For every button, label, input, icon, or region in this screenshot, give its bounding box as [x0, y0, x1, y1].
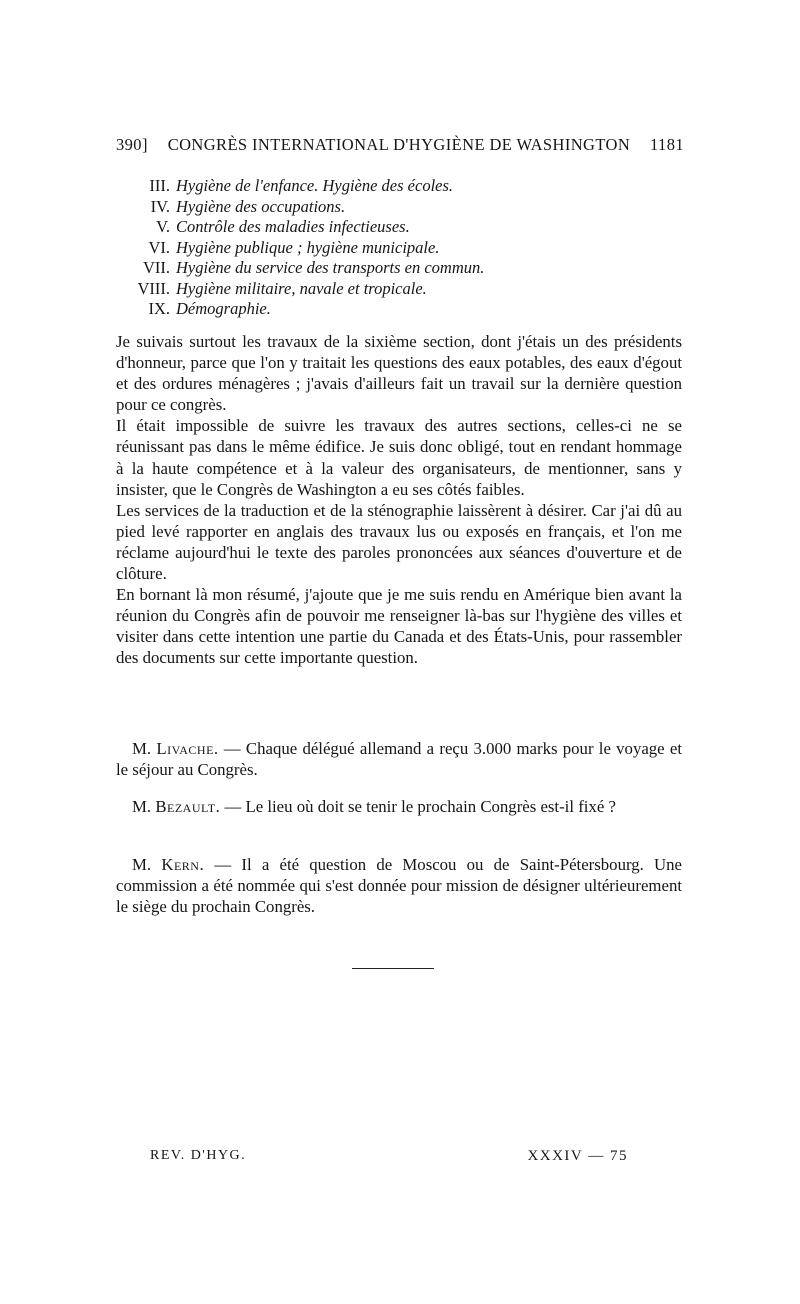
section-title: Hygiène de l'enfance. Hygiène des écoles.: [176, 176, 454, 195]
section-item: [116, 279, 676, 300]
section-title: Hygiène du service des transports en commun.: [176, 258, 485, 277]
volume-signature: XXXIV — 75: [527, 1148, 628, 1164]
paragraph: Les services de la traduction et de la sténographie laissèrent à désirer. Car j'ai dû au pied levé rapporter en anglais des travaux lus ou exposés en français, et l'on me réclame aujourd'hui le texte des paroles prononcées aux séances d'ouverture et de clôture.: [116, 500, 682, 584]
section-title: Hygiène des occupations.: [176, 196, 346, 216]
section-divider: [352, 968, 434, 969]
section-number: VII.: [142, 258, 170, 277]
section-title: Hygiène publique ; hygiène municipale.: [176, 237, 440, 257]
discussion-entry: [116, 738, 682, 780]
speaker-title: M.: [132, 739, 152, 758]
section-number: VI.: [148, 237, 170, 257]
section-item: [116, 217, 676, 238]
speaker-title: M.: [132, 855, 152, 874]
speech-text: — Le lieu où doit se tenir le prochain Congrès est-il fixé ?: [224, 797, 616, 816]
speaker-name: Kern.: [161, 855, 205, 874]
discussion-entry: [116, 796, 682, 817]
page-footer: [150, 1148, 628, 1165]
discussion-entry: [116, 854, 682, 917]
journal-signature: REV. D'HYG.: [150, 1148, 247, 1163]
paragraph: Il était impossible de suivre les travaux des autres sections, celles-ci ne se réunissant pas dans le même édifice. Je suis donc obligé, tout en rendant hommage à la haute compétence et à la valeur des organisateurs, de mentionner, sans y insister, que le Congrès de Washington a eu ses côtés faibles.: [116, 416, 682, 499]
paragraph: Je suivais surtout les travaux de la sixième section, dont j'étais un des présidents d'honneur, parce que l'on y traitait les questions des eaux potables, des eaux d'égout et des ordures ménagères ; j'avais d'ailleurs fait un travail sur la dernière question pour ce congrès.: [116, 332, 682, 415]
section-number: VIII.: [137, 278, 170, 298]
page-number-right: 1181: [650, 135, 684, 154]
body-text: [116, 331, 682, 669]
speech-text: — Chaque délégué allemand a reçu 3.000 marks pour le voyage et le séjour au Congrès.: [116, 739, 682, 780]
section-list: [116, 176, 676, 320]
paragraph: En bornant là mon résumé, j'ajoute que je me suis rendu en Amérique bien avant la réunion du Congrès afin de pouvoir me renseigner là-bas sur l'hygiène des villes et visiter dans cette intention une partie du Canada et des États-Unis, pour rassembler des documents sur cette importante question.: [116, 585, 682, 668]
speech-text: — Il a été question de Moscou ou de Saint-Pétersbourg. Une commission a été nommée qui s'est donnée pour mission de désigner ultérieurement le siège du prochain Congrès.: [116, 855, 682, 917]
section-item: [116, 299, 676, 320]
speaker-title: M.: [132, 797, 152, 816]
section-number: IX.: [148, 299, 170, 318]
section-number: V.: [156, 217, 170, 236]
section-title: Contrôle des maladies infectieuses.: [176, 217, 410, 236]
section-item: [116, 176, 676, 197]
section-title: Hygiène militaire, navale et tropicale.: [176, 278, 427, 298]
speaker-name: Bezault.: [155, 797, 221, 816]
running-head: [116, 135, 684, 155]
section-title: Démographie.: [176, 299, 271, 318]
page-number-left: 390]: [116, 135, 148, 154]
section-number: III.: [149, 176, 170, 195]
running-title: CONGRÈS INTERNATIONAL D'HYGIÈNE DE WASHINGTON: [167, 135, 631, 154]
section-item: [116, 238, 676, 259]
section-number: IV.: [150, 196, 170, 216]
section-item: [116, 258, 676, 279]
section-item: [116, 197, 676, 218]
speaker-name: Livache.: [156, 739, 219, 758]
